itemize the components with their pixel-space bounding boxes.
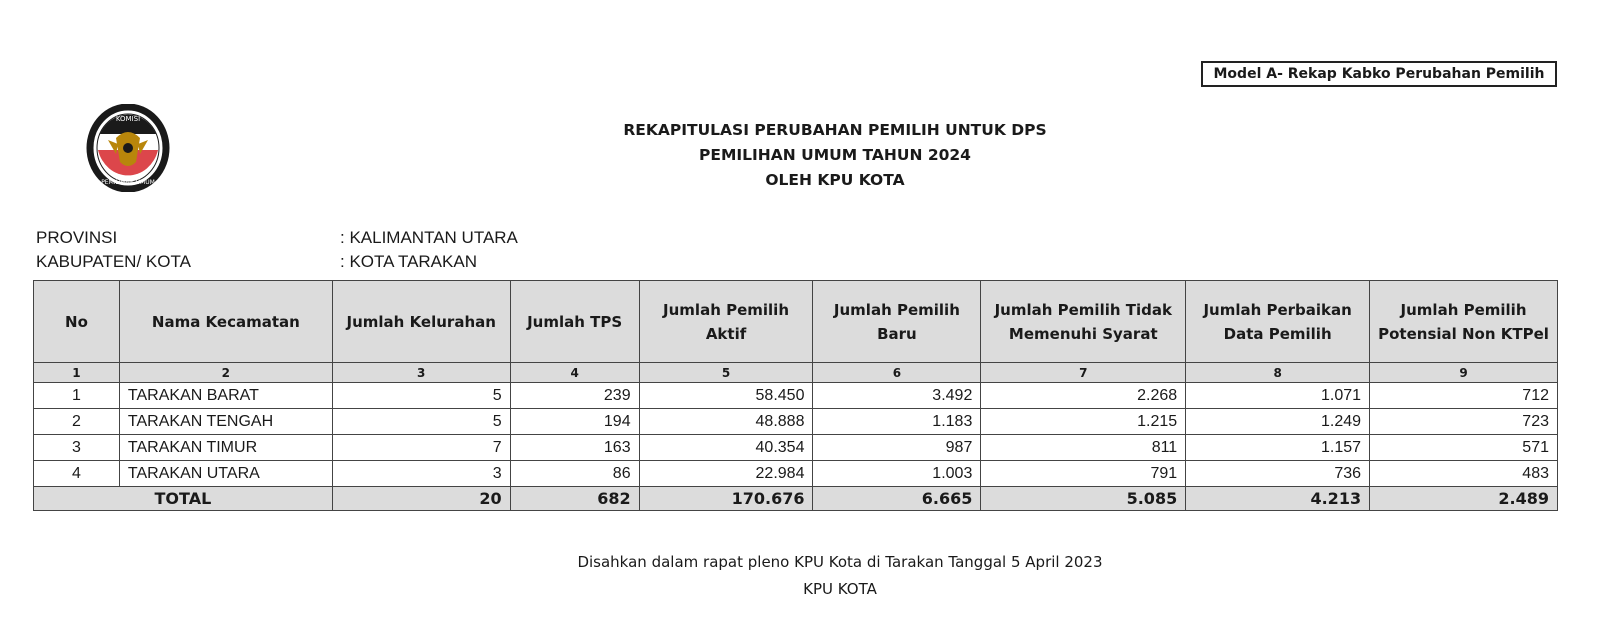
table-row [34,383,1558,409]
total-pemilih-tms: 5.085 [981,487,1186,511]
row-pemilih-tms: 791 [981,461,1186,487]
logo-bottom-text: PEMILIHAN UMUM [101,179,155,186]
header-perbaikan-data: Jumlah Perbaikan Data Pemilih [1186,281,1370,363]
footer-approval: Disahkan dalam rapat pleno KPU Kota di Tarakan Tanggal 5 April 2023 [577,553,1103,571]
row-tps: 239 [510,383,639,409]
row-perbaikan: 736 [1186,461,1370,487]
column-number: 4 [510,363,639,383]
row-kecamatan: TARAKAN UTARA [119,461,332,487]
header-pemilih-baru: Jumlah Pemilih Baru [813,281,981,363]
row-no: 1 [34,383,120,409]
model-label: Model A- Rekap Kabko Perubahan Pemilih [1201,61,1557,87]
row-pemilih-baru: 1.183 [813,409,981,435]
column-number: 2 [119,363,332,383]
row-pemilih-aktif: 22.984 [639,461,813,487]
row-kelurahan: 7 [332,435,510,461]
row-tps: 194 [510,409,639,435]
row-non-ktpel: 723 [1370,409,1558,435]
total-perbaikan: 4.213 [1186,487,1370,511]
row-pemilih-baru: 987 [813,435,981,461]
row-pemilih-tms: 1.215 [981,409,1186,435]
table-row [34,409,1558,435]
row-non-ktpel: 483 [1370,461,1558,487]
row-no: 4 [34,461,120,487]
logo-top-text: KOMISI [115,115,141,123]
row-no: 3 [34,435,120,461]
row-perbaikan: 1.071 [1186,383,1370,409]
column-number: 7 [981,363,1186,383]
total-non-ktpel: 2.489 [1370,487,1558,511]
row-non-ktpel: 712 [1370,383,1558,409]
total-row [34,487,1558,511]
row-tps: 163 [510,435,639,461]
row-tps: 86 [510,461,639,487]
document-title [600,118,1070,193]
row-pemilih-aktif: 58.450 [639,383,813,409]
total-kelurahan: 20 [332,487,510,511]
kabupaten-value: : KOTA TARAKAN [340,252,477,271]
column-number: 1 [34,363,120,383]
row-perbaikan: 1.157 [1186,435,1370,461]
column-number: 8 [1186,363,1370,383]
title-line-2: PEMILIHAN UMUM TAHUN 2024 [699,146,971,164]
row-pemilih-aktif: 48.888 [639,409,813,435]
row-kecamatan: TARAKAN TENGAH [119,409,332,435]
column-number: 3 [332,363,510,383]
column-number-row [34,363,1558,383]
header-pemilih-aktif: Jumlah Pemilih Aktif [639,281,813,363]
column-number: 6 [813,363,981,383]
footer-signatory: KPU KOTA [803,580,877,598]
row-pemilih-baru: 3.492 [813,383,981,409]
row-no: 2 [34,409,120,435]
row-pemilih-baru: 1.003 [813,461,981,487]
row-kelurahan: 5 [332,409,510,435]
row-kecamatan: TARAKAN BARAT [119,383,332,409]
total-tps: 682 [510,487,639,511]
header-row [34,281,1558,363]
row-pemilih-tms: 2.268 [981,383,1186,409]
provinsi-value: : KALIMANTAN UTARA [340,228,518,247]
provinsi-label: PROVINSI [36,228,118,247]
kpu-logo [86,104,170,192]
title-line-1: REKAPITULASI PERUBAHAN PEMILIH UNTUK DPS [623,121,1047,139]
total-label: TOTAL [34,487,333,511]
header-no: No [34,281,120,363]
rekap-table [33,280,1558,511]
header-pemilih-tms: Jumlah Pemilih Tidak Memenuhi Syarat [981,281,1186,363]
total-pemilih-baru: 6.665 [813,487,981,511]
header-nama-kecamatan: Nama Kecamatan [119,281,332,363]
row-kelurahan: 3 [332,461,510,487]
row-pemilih-aktif: 40.354 [639,435,813,461]
row-kelurahan: 5 [332,383,510,409]
total-pemilih-aktif: 170.676 [639,487,813,511]
column-number: 9 [1370,363,1558,383]
kabupaten-label: KABUPATEN/ KOTA [36,252,191,271]
table-row [34,435,1558,461]
header-potensial-non-ktpel: Jumlah Pemilih Potensial Non KTPel [1370,281,1558,363]
title-line-3: OLEH KPU KOTA [765,171,905,189]
column-number: 5 [639,363,813,383]
row-non-ktpel: 571 [1370,435,1558,461]
header-jumlah-kelurahan: Jumlah Kelurahan [332,281,510,363]
table-row [34,461,1558,487]
row-pemilih-tms: 811 [981,435,1186,461]
row-perbaikan: 1.249 [1186,409,1370,435]
header-jumlah-tps: Jumlah TPS [510,281,639,363]
row-kecamatan: TARAKAN TIMUR [119,435,332,461]
